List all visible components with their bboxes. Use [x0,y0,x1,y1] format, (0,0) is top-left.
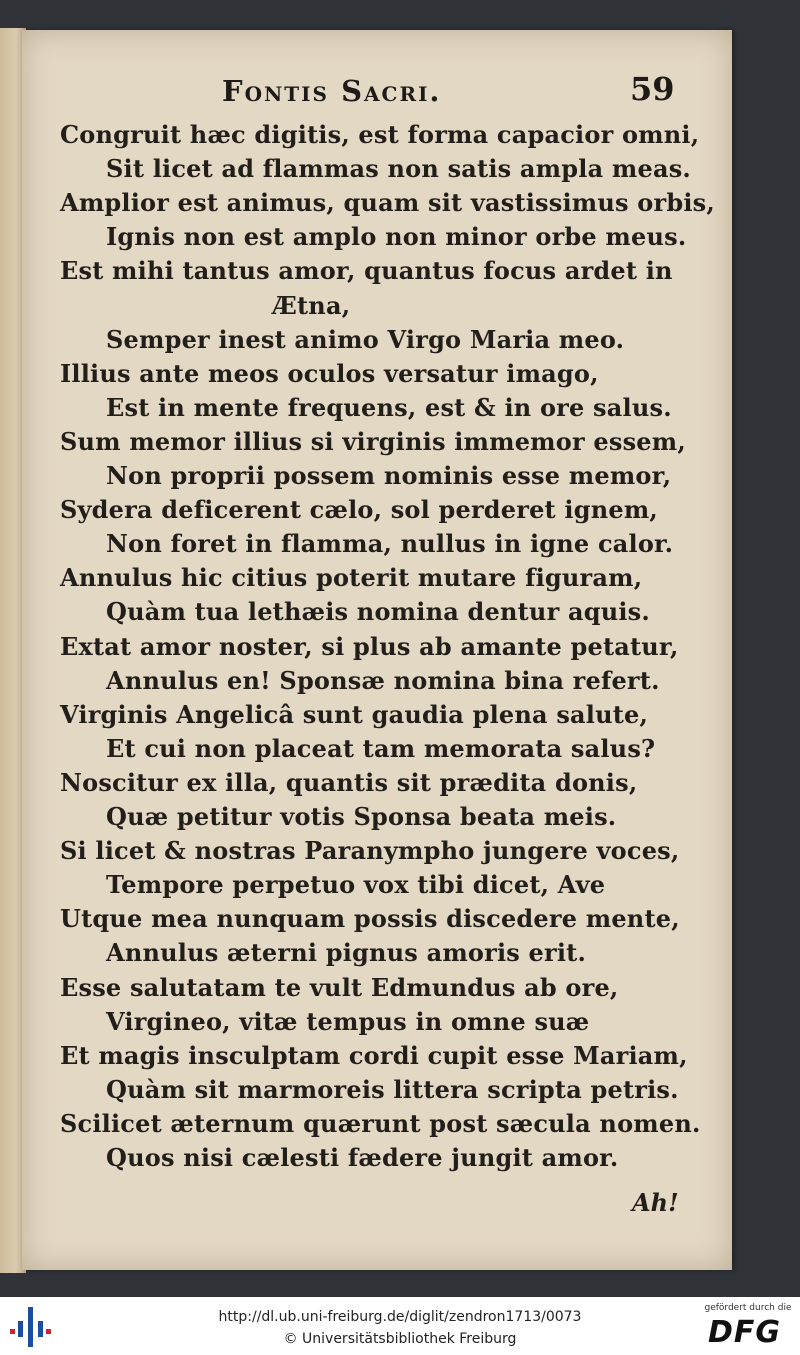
verse-line: Illius ante meos oculos versatur imago, [60,359,599,388]
viewer-footer [0,1297,800,1355]
verse-line: Non foret in flamma, nullus in igne calor. [106,529,674,558]
verse-line: Ignis non est amplo non minor orbe meus. [106,222,687,251]
book-page [22,30,732,1270]
verse-line: Ætna, [272,291,351,320]
verse-line: Semper inest animo Virgo Maria meo. [106,325,625,354]
verse-line: Et cui non placeat tam memorata salus? [106,734,656,763]
verse-line: Quàm sit marmoreis littera scripta petris. [106,1075,679,1104]
verse-line: Est mihi tantus amor, quantus focus ardet in [60,256,673,285]
verse-line: Extat amor noster, si plus ab amante petatur, [60,632,679,661]
verse-line: Si licet & nostras Paranympho jungere voces, [60,836,680,865]
verse-line: Sydera deficerent cælo, sol perderet ignem, [60,495,658,524]
verse-line: Sit licet ad flammas non satis ampla meas. [106,154,691,183]
permalink-url[interactable]: http://dl.ub.uni-freiburg.de/diglit/zendron1713/0073 [218,1309,582,1325]
dfg-logo: DFG [708,1315,782,1350]
verse-line: Annulus æterni pignus amoris erit. [106,938,587,967]
verse-line: Esse salutatam te vult Edmundus ab ore, [60,973,619,1002]
verse-line: Annulus hic citius poterit mutare figuram, [60,563,643,592]
verse-line: Quàm tua lethæis nomina dentur aquis. [106,597,650,626]
verse-line: Et magis insculptam cordi cupit esse Mariam, [60,1041,688,1070]
catchword: Ah! [632,1188,679,1217]
verse-line: Utque mea nunquam possis discedere mente, [60,904,680,933]
dfg-caption: gefördert durch die [704,1303,792,1313]
verse-line: Sum memor illius si virginis immemor essem, [60,427,686,456]
verse-line: Annulus en! Sponsæ nomina bina refert. [106,666,660,695]
verse-line: Non proprii possem nominis esse memor, [106,461,672,490]
verse-line: Tempore perpetuo vox tibi dicet, Ave [106,870,606,899]
verse-line: Congruit hæc digitis, est forma capacior omni, [60,120,700,149]
dfg-funding-badge [700,1303,796,1351]
copyright-notice: © Universitätsbibliothek Freiburg [283,1331,517,1347]
verse-line: Amplior est animus, quam sit vastissimus orbis, [60,188,715,217]
running-title: Fontis Sacri. [222,74,442,108]
poem-text [22,30,732,1270]
verse-line: Noscitur ex illa, quantis sit prædita donis, [60,768,638,797]
verse-line: Virgineo, vitæ tempus in omne suæ [106,1007,590,1036]
verse-line: Quos nisi cælesti fædere jungit amor. [106,1143,619,1172]
verse-line: Virginis Angelicâ sunt gaudia plena salute, [60,700,649,729]
verse-line: Est in mente frequens, est & in ore salus. [106,393,672,422]
verse-line: Scilicet æternum quærunt post sæcula nomen. [60,1109,701,1138]
page-number: 59 [630,70,675,108]
verse-line: Quæ petitur votis Sponsa beata meis. [106,802,617,831]
